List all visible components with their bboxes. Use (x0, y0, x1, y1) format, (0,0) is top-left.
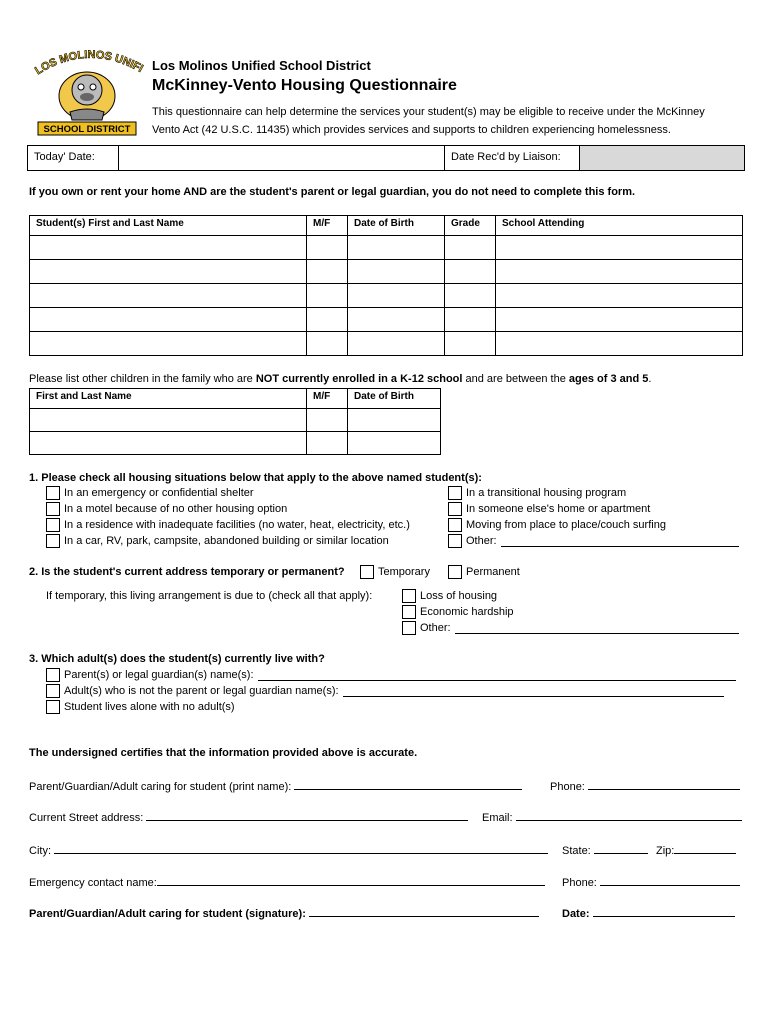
table-row (30, 260, 743, 284)
other-children-table (29, 388, 441, 455)
q1-option-car[interactable]: In a car, RV, park, campsite, abandoned building or similar location (46, 534, 389, 548)
todays-date-field[interactable] (119, 146, 445, 170)
q3-question: 3. Which adult(s) does the student(s) currently live with? (29, 653, 325, 665)
q3-option-alone[interactable]: Student lives alone with no adult(s) (46, 700, 235, 714)
checkbox[interactable] (46, 534, 60, 548)
zip-field[interactable]: Zip: (656, 843, 736, 857)
col-header-name: Student(s) First and Last Name (30, 216, 307, 236)
table-row (30, 332, 743, 356)
parent-name-field[interactable] (258, 670, 736, 681)
q1-option-transitional[interactable]: In a transitional housing program (448, 486, 626, 500)
checkbox[interactable] (46, 668, 60, 682)
date-field[interactable]: Date: (562, 906, 735, 920)
street-field[interactable]: Current Street address: (29, 810, 468, 824)
checkbox[interactable] (402, 621, 416, 635)
other-children-text: Please list other children in the family who are NOT currently enrolled in a K-12 school and are between the ages of 3 and 5. (29, 373, 652, 385)
q2-question: 2. Is the student's current address temporary or permanent? (29, 566, 345, 578)
col-header-school: School Attending (496, 216, 743, 236)
table-row (30, 236, 743, 260)
col-header-grade: Grade (445, 216, 496, 236)
q2-permanent[interactable]: Permanent (448, 565, 520, 579)
notice-text: If you own or rent your home AND are the student's parent or legal guardian, you do not need to complete this form. (29, 186, 636, 198)
col-header-name: First and Last Name (30, 389, 307, 409)
q1-option-inadequate[interactable]: In a residence with inadequate facilities (no water, heat, electricity, etc.) (46, 518, 410, 532)
phone-field[interactable]: Phone: (550, 779, 740, 793)
checkbox[interactable] (46, 486, 60, 500)
other-field[interactable] (501, 536, 739, 547)
checkbox[interactable] (448, 565, 462, 579)
q1-option-someone-else[interactable]: In someone else's home or apartment (448, 502, 650, 516)
date-recd-label: Date Rec'd by Liaison: (445, 146, 580, 170)
intro-line-2: Vento Act (42 U.S.C. 11435) which provides services and supports to children experiencing homelessness. (152, 124, 671, 136)
q1-option-shelter[interactable]: In an emergency or confidential shelter (46, 486, 254, 500)
students-table (29, 215, 743, 356)
col-header-mf: M/F (307, 216, 348, 236)
q1-question: 1. Please check all housing situations below that apply to the above named student(s): (29, 472, 482, 484)
checkbox[interactable] (46, 518, 60, 532)
page-title: McKinney-Vento Housing Questionnaire (152, 77, 457, 94)
table-row (30, 409, 441, 432)
checkbox[interactable] (448, 518, 462, 532)
q3-option-adult[interactable]: Adult(s) who is not the parent or legal guardian name(s): (46, 684, 724, 698)
email-field[interactable]: Email: (482, 810, 742, 824)
date-recd-field[interactable] (580, 146, 744, 170)
table-row (30, 308, 743, 332)
q2-reason-loss[interactable]: Loss of housing (402, 589, 497, 603)
intro-line-1: This questionnaire can help determine the services your student(s) may be eligible to receive under the McKinney (152, 106, 705, 118)
checkbox[interactable] (402, 605, 416, 619)
q2-followup: If temporary, this living arrangement is due to (check all that apply): (46, 590, 373, 602)
col-header-mf: M/F (307, 389, 348, 409)
date-row (27, 145, 745, 171)
checkbox[interactable] (448, 502, 462, 516)
checkbox[interactable] (448, 534, 462, 548)
print-name-field[interactable]: Parent/Guardian/Adult caring for student (print name): (29, 779, 522, 793)
checkbox[interactable] (402, 589, 416, 603)
table-row (30, 432, 441, 455)
signature-field[interactable]: Parent/Guardian/Adult caring for student (signature): (29, 906, 539, 920)
svg-text:LOS MOLINOS UNIFIED: LOS MOLINOS UNIF (33, 48, 142, 78)
q1-option-couch[interactable]: Moving from place to place/couch surfing (448, 518, 666, 532)
svg-text:SCHOOL DISTRICT: SCHOOL DISTRICT (43, 124, 131, 135)
certify-text: The undersigned certifies that the information provided above is accurate. (29, 747, 418, 759)
checkbox[interactable] (46, 700, 60, 714)
q1-option-other[interactable]: Other: (448, 534, 739, 548)
q2-temporary[interactable]: Temporary (360, 565, 430, 579)
emergency-contact-field[interactable]: Emergency contact name: (29, 875, 545, 889)
city-field[interactable]: City: (29, 843, 548, 857)
col-header-dob: Date of Birth (348, 389, 441, 409)
checkbox[interactable] (448, 486, 462, 500)
checkbox[interactable] (360, 565, 374, 579)
q2-reason-other[interactable]: Other: (402, 621, 739, 635)
district-logo (30, 46, 144, 138)
table-row (30, 284, 743, 308)
other-field[interactable] (455, 623, 739, 634)
checkbox[interactable] (46, 502, 60, 516)
q3-option-parent[interactable]: Parent(s) or legal guardian(s) name(s): (46, 668, 736, 682)
state-field[interactable]: State: (562, 843, 648, 857)
todays-date-label: Today' Date: (28, 146, 119, 170)
district-name: Los Molinos Unified School District (152, 58, 371, 73)
emergency-phone-field[interactable]: Phone: (562, 875, 740, 889)
adult-name-field[interactable] (343, 686, 724, 697)
checkbox[interactable] (46, 684, 60, 698)
q1-option-motel[interactable]: In a motel because of no other housing option (46, 502, 287, 516)
col-header-dob: Date of Birth (348, 216, 445, 236)
q2-reason-economic[interactable]: Economic hardship (402, 605, 514, 619)
